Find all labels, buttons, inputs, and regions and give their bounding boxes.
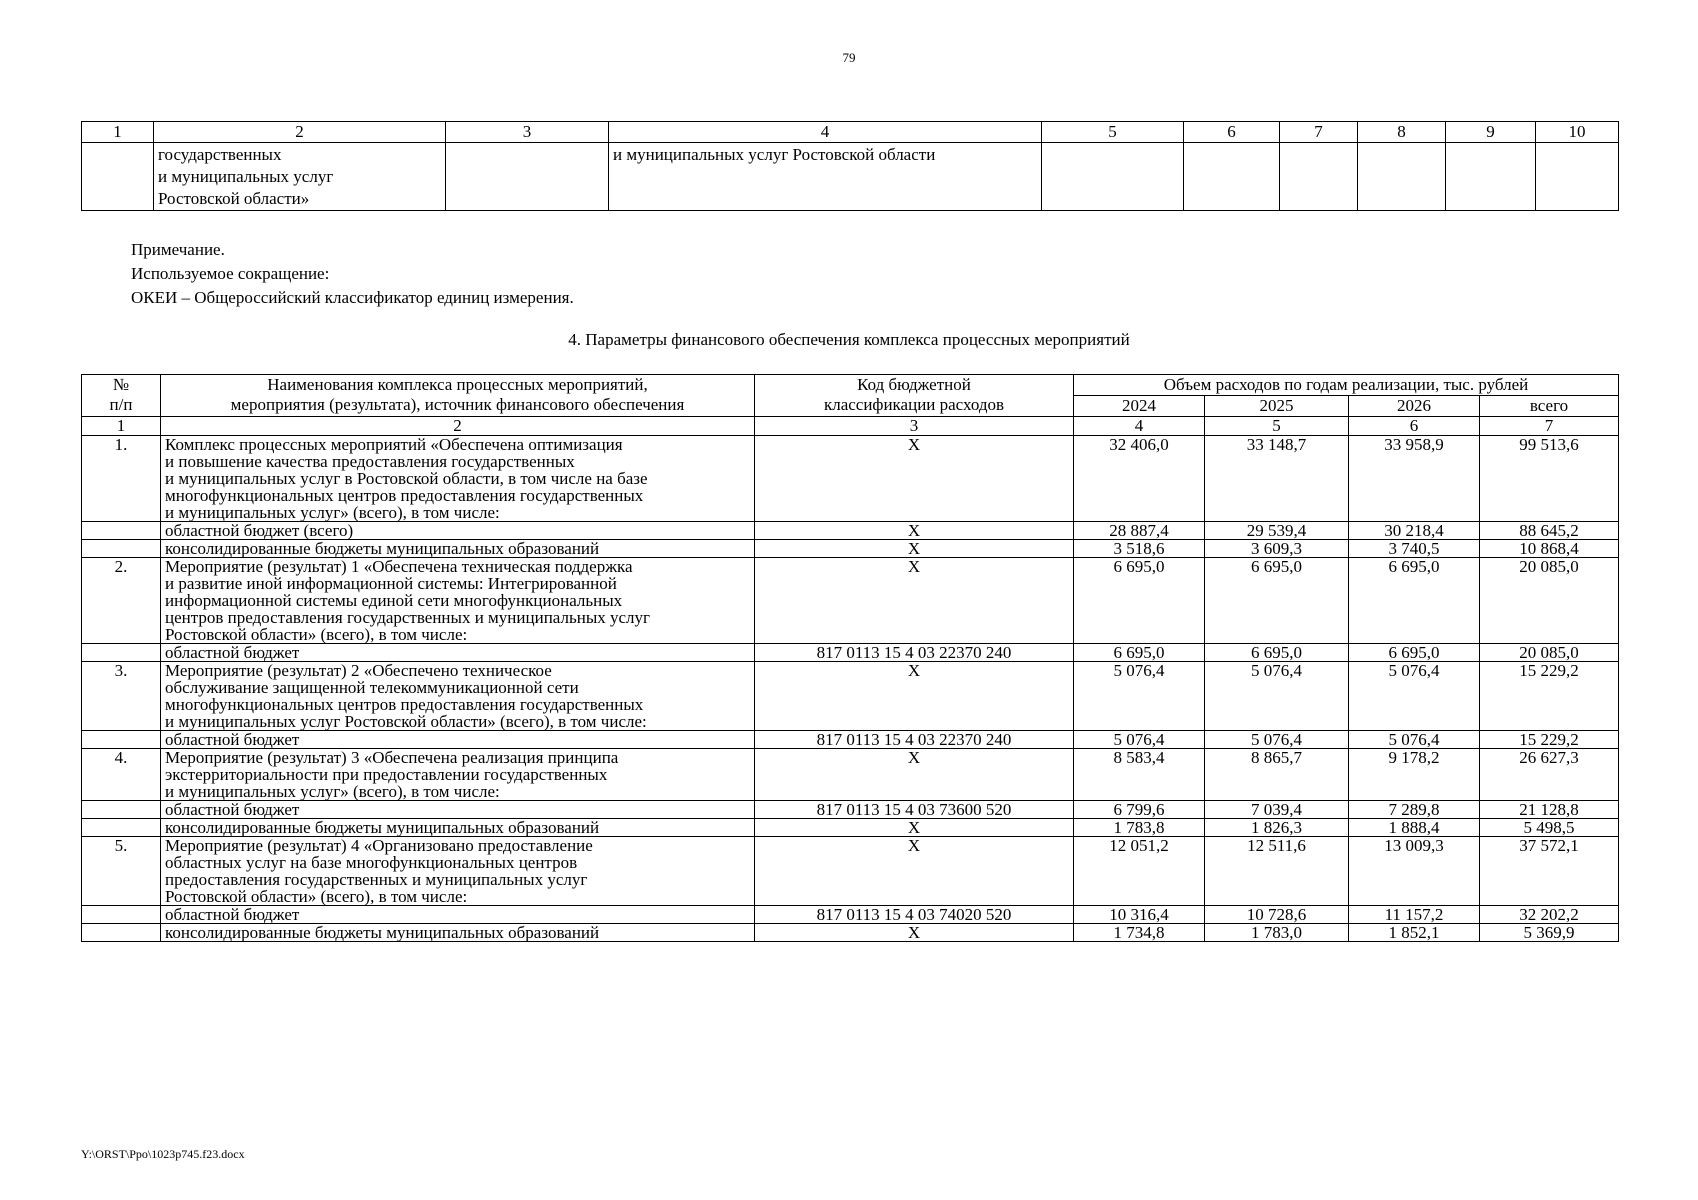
budget-code: Х xyxy=(755,837,1074,906)
row-name: областной бюджет xyxy=(161,906,755,924)
table-cell: государственных и муниципальных услуг Ростовской области» xyxy=(154,143,446,211)
value-total: 37 572,1 xyxy=(1480,837,1619,906)
value-2026: 9 178,2 xyxy=(1349,749,1480,801)
value-total: 20 085,0 xyxy=(1480,644,1619,662)
value-2025: 6 695,0 xyxy=(1205,644,1349,662)
table-cell xyxy=(82,143,154,211)
value-2025: 33 148,7 xyxy=(1205,436,1349,522)
column-number: 3 xyxy=(755,417,1074,436)
table-row xyxy=(82,644,1619,662)
row-name: консолидированные бюджеты муниципальных образований xyxy=(161,924,755,942)
note-abbrev: ОКЕИ – Общероссийский классификатор единиц измерения. xyxy=(131,288,574,307)
column-number: 4 xyxy=(1074,417,1205,436)
row-number xyxy=(82,731,161,749)
value-total: 99 513,6 xyxy=(1480,436,1619,522)
column-number: 1 xyxy=(82,417,161,436)
value-2024: 6 695,0 xyxy=(1074,558,1205,644)
value-2025: 5 076,4 xyxy=(1205,731,1349,749)
value-2026: 1 888,4 xyxy=(1349,819,1480,837)
header-code: Код бюджетной классификации расходов xyxy=(755,375,1074,417)
row-number: 4. xyxy=(82,749,161,801)
budget-code: Х xyxy=(755,749,1074,801)
budget-code: Х xyxy=(755,436,1074,522)
budget-code: Х xyxy=(755,558,1074,644)
header-volume: Объем расходов по годам реализации, тыс. рублей xyxy=(1074,375,1619,396)
row-number xyxy=(82,801,161,819)
table-header-row xyxy=(82,375,1619,396)
table-row xyxy=(82,143,1619,211)
value-2024: 12 051,2 xyxy=(1074,837,1205,906)
value-2024: 8 583,4 xyxy=(1074,749,1205,801)
value-2024: 32 406,0 xyxy=(1074,436,1205,522)
value-total: 10 868,4 xyxy=(1480,540,1619,558)
row-name: областной бюджет xyxy=(161,644,755,662)
table-row xyxy=(82,662,1619,731)
value-2024: 3 518,6 xyxy=(1074,540,1205,558)
value-2026: 6 695,0 xyxy=(1349,644,1480,662)
row-number: 2. xyxy=(82,558,161,644)
table-row xyxy=(82,906,1619,924)
value-total: 15 229,2 xyxy=(1480,662,1619,731)
table-cell xyxy=(1042,143,1184,211)
budget-code: Х xyxy=(755,522,1074,540)
row-number: 3. xyxy=(82,662,161,731)
table-row xyxy=(82,731,1619,749)
table-cell xyxy=(1536,143,1619,211)
value-2026: 5 076,4 xyxy=(1349,731,1480,749)
value-2026: 3 740,5 xyxy=(1349,540,1480,558)
table-cell: и муниципальных услуг Ростовской области xyxy=(609,143,1042,211)
value-2026: 33 958,9 xyxy=(1349,436,1480,522)
budget-code: 817 0113 15 4 03 73600 520 xyxy=(755,801,1074,819)
value-2025: 7 039,4 xyxy=(1205,801,1349,819)
budget-code: 817 0113 15 4 03 22370 240 xyxy=(755,644,1074,662)
value-2026: 6 695,0 xyxy=(1349,558,1480,644)
value-2024: 1 734,8 xyxy=(1074,924,1205,942)
column-number: 9 xyxy=(1446,122,1536,143)
column-number: 4 xyxy=(609,122,1042,143)
note-abbrev-title: Используемое сокращение: xyxy=(131,264,330,283)
value-2025: 1 826,3 xyxy=(1205,819,1349,837)
budget-code: 817 0113 15 4 03 22370 240 xyxy=(755,731,1074,749)
value-2024: 5 076,4 xyxy=(1074,731,1205,749)
value-2026: 7 289,8 xyxy=(1349,801,1480,819)
value-2025: 29 539,4 xyxy=(1205,522,1349,540)
table-row xyxy=(82,522,1619,540)
column-number: 3 xyxy=(446,122,609,143)
value-total: 88 645,2 xyxy=(1480,522,1619,540)
value-total: 15 229,2 xyxy=(1480,731,1619,749)
value-total: 5 498,5 xyxy=(1480,819,1619,837)
row-name: областной бюджет (всего) xyxy=(161,522,755,540)
value-2025: 10 728,6 xyxy=(1205,906,1349,924)
page-number: 79 xyxy=(842,50,856,65)
file-path-footer: Y:\ORST\Ppo\1023p745.f23.docx xyxy=(81,1147,245,1161)
row-number xyxy=(82,522,161,540)
note-title: Примечание. xyxy=(131,240,225,259)
table-cell xyxy=(1358,143,1446,211)
table-row xyxy=(82,749,1619,801)
row-name: областной бюджет xyxy=(161,801,755,819)
row-number xyxy=(82,924,161,942)
value-2025: 1 783,0 xyxy=(1205,924,1349,942)
value-total: 5 369,9 xyxy=(1480,924,1619,942)
value-2025: 12 511,6 xyxy=(1205,837,1349,906)
budget-code: Х xyxy=(755,924,1074,942)
value-2025: 3 609,3 xyxy=(1205,540,1349,558)
row-number: 5. xyxy=(82,837,161,906)
section-title: 4. Параметры финансового обеспечения комплекса процессных мероприятий xyxy=(568,330,1130,349)
header-2025: 2025 xyxy=(1205,396,1349,417)
value-2024: 10 316,4 xyxy=(1074,906,1205,924)
budget-code: 817 0113 15 4 03 74020 520 xyxy=(755,906,1074,924)
table-header-row xyxy=(82,122,1619,143)
row-name: Комплекс процессных мероприятий «Обеспечена оптимизация и повышение качества предоставления государственных и муниципальных услуг в Ростовской области, в том числе на базе многофункциональных центров предоставления государственных и муниципальных услуг» (всего), в том числе: xyxy=(161,436,755,522)
header-total: всего xyxy=(1480,396,1619,417)
table-row xyxy=(82,558,1619,644)
column-number: 6 xyxy=(1349,417,1480,436)
row-number xyxy=(82,644,161,662)
value-2025: 5 076,4 xyxy=(1205,662,1349,731)
value-total: 32 202,2 xyxy=(1480,906,1619,924)
column-number: 5 xyxy=(1042,122,1184,143)
header-num: № п/п xyxy=(82,375,161,417)
value-2024: 28 887,4 xyxy=(1074,522,1205,540)
budget-code: Х xyxy=(755,662,1074,731)
notes xyxy=(131,238,574,310)
header-2024: 2024 xyxy=(1074,396,1205,417)
row-name: Мероприятие (результат) 4 «Организовано предоставление областных услуг на базе многофункциональных центров предоставления государственных и муниципальных услуг Ростовской области» (всего), в том числе: xyxy=(161,837,755,906)
column-numbers-row xyxy=(82,417,1619,436)
table-cell xyxy=(1184,143,1280,211)
budget-code: Х xyxy=(755,540,1074,558)
row-name: консолидированные бюджеты муниципальных образований xyxy=(161,819,755,837)
value-2026: 5 076,4 xyxy=(1349,662,1480,731)
table-row xyxy=(82,819,1619,837)
row-name: консолидированные бюджеты муниципальных образований xyxy=(161,540,755,558)
column-number: 8 xyxy=(1358,122,1446,143)
row-name: Мероприятие (результат) 3 «Обеспечена реализация принципа экстерриториальности при предоставлении государственных и муниципальных услуг» (всего), в том числе: xyxy=(161,749,755,801)
continued-table xyxy=(81,121,1619,211)
value-2026: 13 009,3 xyxy=(1349,837,1480,906)
column-number: 2 xyxy=(154,122,446,143)
value-2026: 11 157,2 xyxy=(1349,906,1480,924)
financing-table-body xyxy=(82,436,1619,942)
column-number: 1 xyxy=(82,122,154,143)
financing-table xyxy=(81,374,1619,942)
value-2024: 1 783,8 xyxy=(1074,819,1205,837)
table-row xyxy=(82,924,1619,942)
table-row xyxy=(82,801,1619,819)
row-number xyxy=(82,819,161,837)
header-2026: 2026 xyxy=(1349,396,1480,417)
row-name: Мероприятие (результат) 2 «Обеспечено техническое обслуживание защищенной телекоммуникационной сети многофункциональных центров предоставления государственных и муниципальных услуг Ростовской области» (всего), в том числе: xyxy=(161,662,755,731)
table-cell xyxy=(1446,143,1536,211)
value-2024: 6 695,0 xyxy=(1074,644,1205,662)
row-number xyxy=(82,906,161,924)
row-name: Мероприятие (результат) 1 «Обеспечена техническая поддержка и развитие иной информационной системы: Интегрированной информационной системы единой сети многофункциональных центров предоставления государственных и муниципальных услуг Ростовской области» (всего), в том числе: xyxy=(161,558,755,644)
header-name: Наименования комплекса процессных мероприятий, мероприятия (результата), источник финансового обеспечения xyxy=(161,375,755,417)
table-cell xyxy=(446,143,609,211)
table-row xyxy=(82,436,1619,522)
column-number: 2 xyxy=(161,417,755,436)
table-row xyxy=(82,540,1619,558)
column-number: 10 xyxy=(1536,122,1619,143)
column-number: 5 xyxy=(1205,417,1349,436)
value-2026: 30 218,4 xyxy=(1349,522,1480,540)
budget-code: Х xyxy=(755,819,1074,837)
value-total: 20 085,0 xyxy=(1480,558,1619,644)
column-number: 7 xyxy=(1280,122,1358,143)
row-name: областной бюджет xyxy=(161,731,755,749)
value-2026: 1 852,1 xyxy=(1349,924,1480,942)
table-row xyxy=(82,837,1619,906)
value-2024: 5 076,4 xyxy=(1074,662,1205,731)
value-2025: 6 695,0 xyxy=(1205,558,1349,644)
column-number: 6 xyxy=(1184,122,1280,143)
value-2024: 6 799,6 xyxy=(1074,801,1205,819)
value-total: 21 128,8 xyxy=(1480,801,1619,819)
column-number: 7 xyxy=(1480,417,1619,436)
table-cell xyxy=(1280,143,1358,211)
value-2025: 8 865,7 xyxy=(1205,749,1349,801)
row-number: 1. xyxy=(82,436,161,522)
value-total: 26 627,3 xyxy=(1480,749,1619,801)
row-number xyxy=(82,540,161,558)
